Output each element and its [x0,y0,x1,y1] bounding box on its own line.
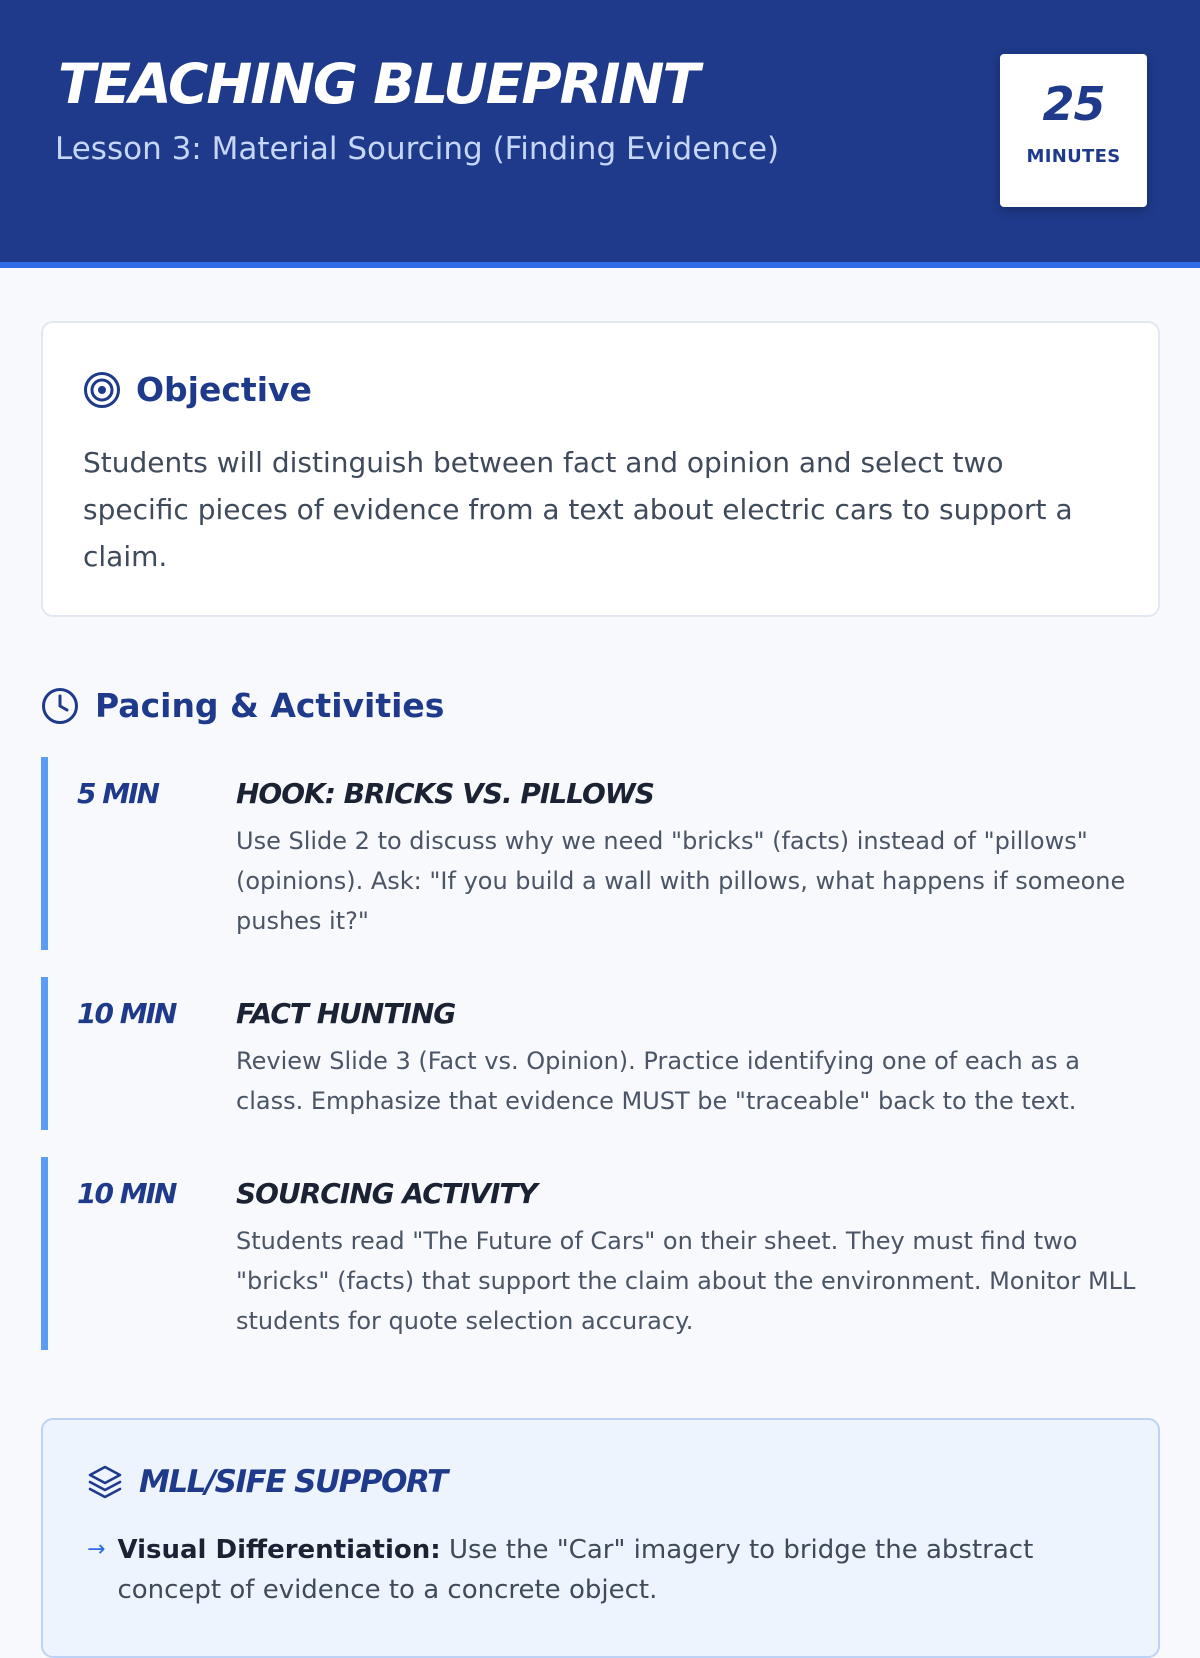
objective-text: Students will distinguish between fact and opinion and select two specific pieces of evidence from a text about electric cars to support a claim. [83,446,1073,573]
clock-icon [41,687,79,725]
arrow-right-icon: → [87,1537,106,1562]
pacing-heading-label: Pacing & Activities [95,686,445,725]
activity-item [41,757,1161,950]
layers-icon [85,1462,125,1502]
pacing-heading [41,686,444,725]
lesson-subtitle: Lesson 3: Material Sourcing (Finding Evidence) [55,131,780,167]
activity-time: 10 MIN [77,997,176,1030]
activity-title: FACT HUNTING [236,997,456,1030]
support-card [41,1418,1160,1658]
activity-time: 10 MIN [77,1177,176,1210]
duration-badge [1000,54,1147,207]
objective-heading-label: Objective [136,370,312,409]
duration-value: 25 [1042,77,1105,131]
activity-item [41,977,1161,1130]
objective-heading [83,370,312,409]
support-heading [85,1462,447,1502]
activity-description: Students read "The Future of Cars" on their sheet. They must find two "bricks" (facts) that support the claim about the environment. Monitor MLL students for quote selection accuracy. [236,1227,1136,1335]
activity-description: Use Slide 2 to discuss why we need "bricks" (facts) instead of "pillows" (opinions). Ask: "If you build a wall with pillows, what happens if someone pushes it?" [236,827,1126,935]
support-item-text [117,1530,1097,1610]
support-item-label: Visual Differentiation: [117,1535,441,1565]
support-heading-label: MLL/SIFE SUPPORT [139,1464,447,1500]
duration-unit: MINUTES [1026,146,1121,167]
support-item-body: Use the "Car" imagery to bridge the abstract concept of evidence to a concrete object. [117,1535,1034,1605]
objective-card [41,321,1160,617]
target-icon [83,371,121,409]
support-list-item [87,1530,1097,1610]
activity-time: 5 MIN [77,777,158,810]
header-banner [0,0,1200,268]
activity-title: SOURCING ACTIVITY [236,1177,537,1210]
activity-description: Review Slide 3 (Fact vs. Opinion). Practice identifying one of each as a class. Emphasize that evidence MUST be "traceable" back to the text. [236,1047,1080,1115]
activity-title: HOOK: BRICKS VS. PILLOWS [236,777,654,810]
activity-item [41,1157,1161,1350]
page-title: TEACHING BLUEPRINT [58,52,699,116]
